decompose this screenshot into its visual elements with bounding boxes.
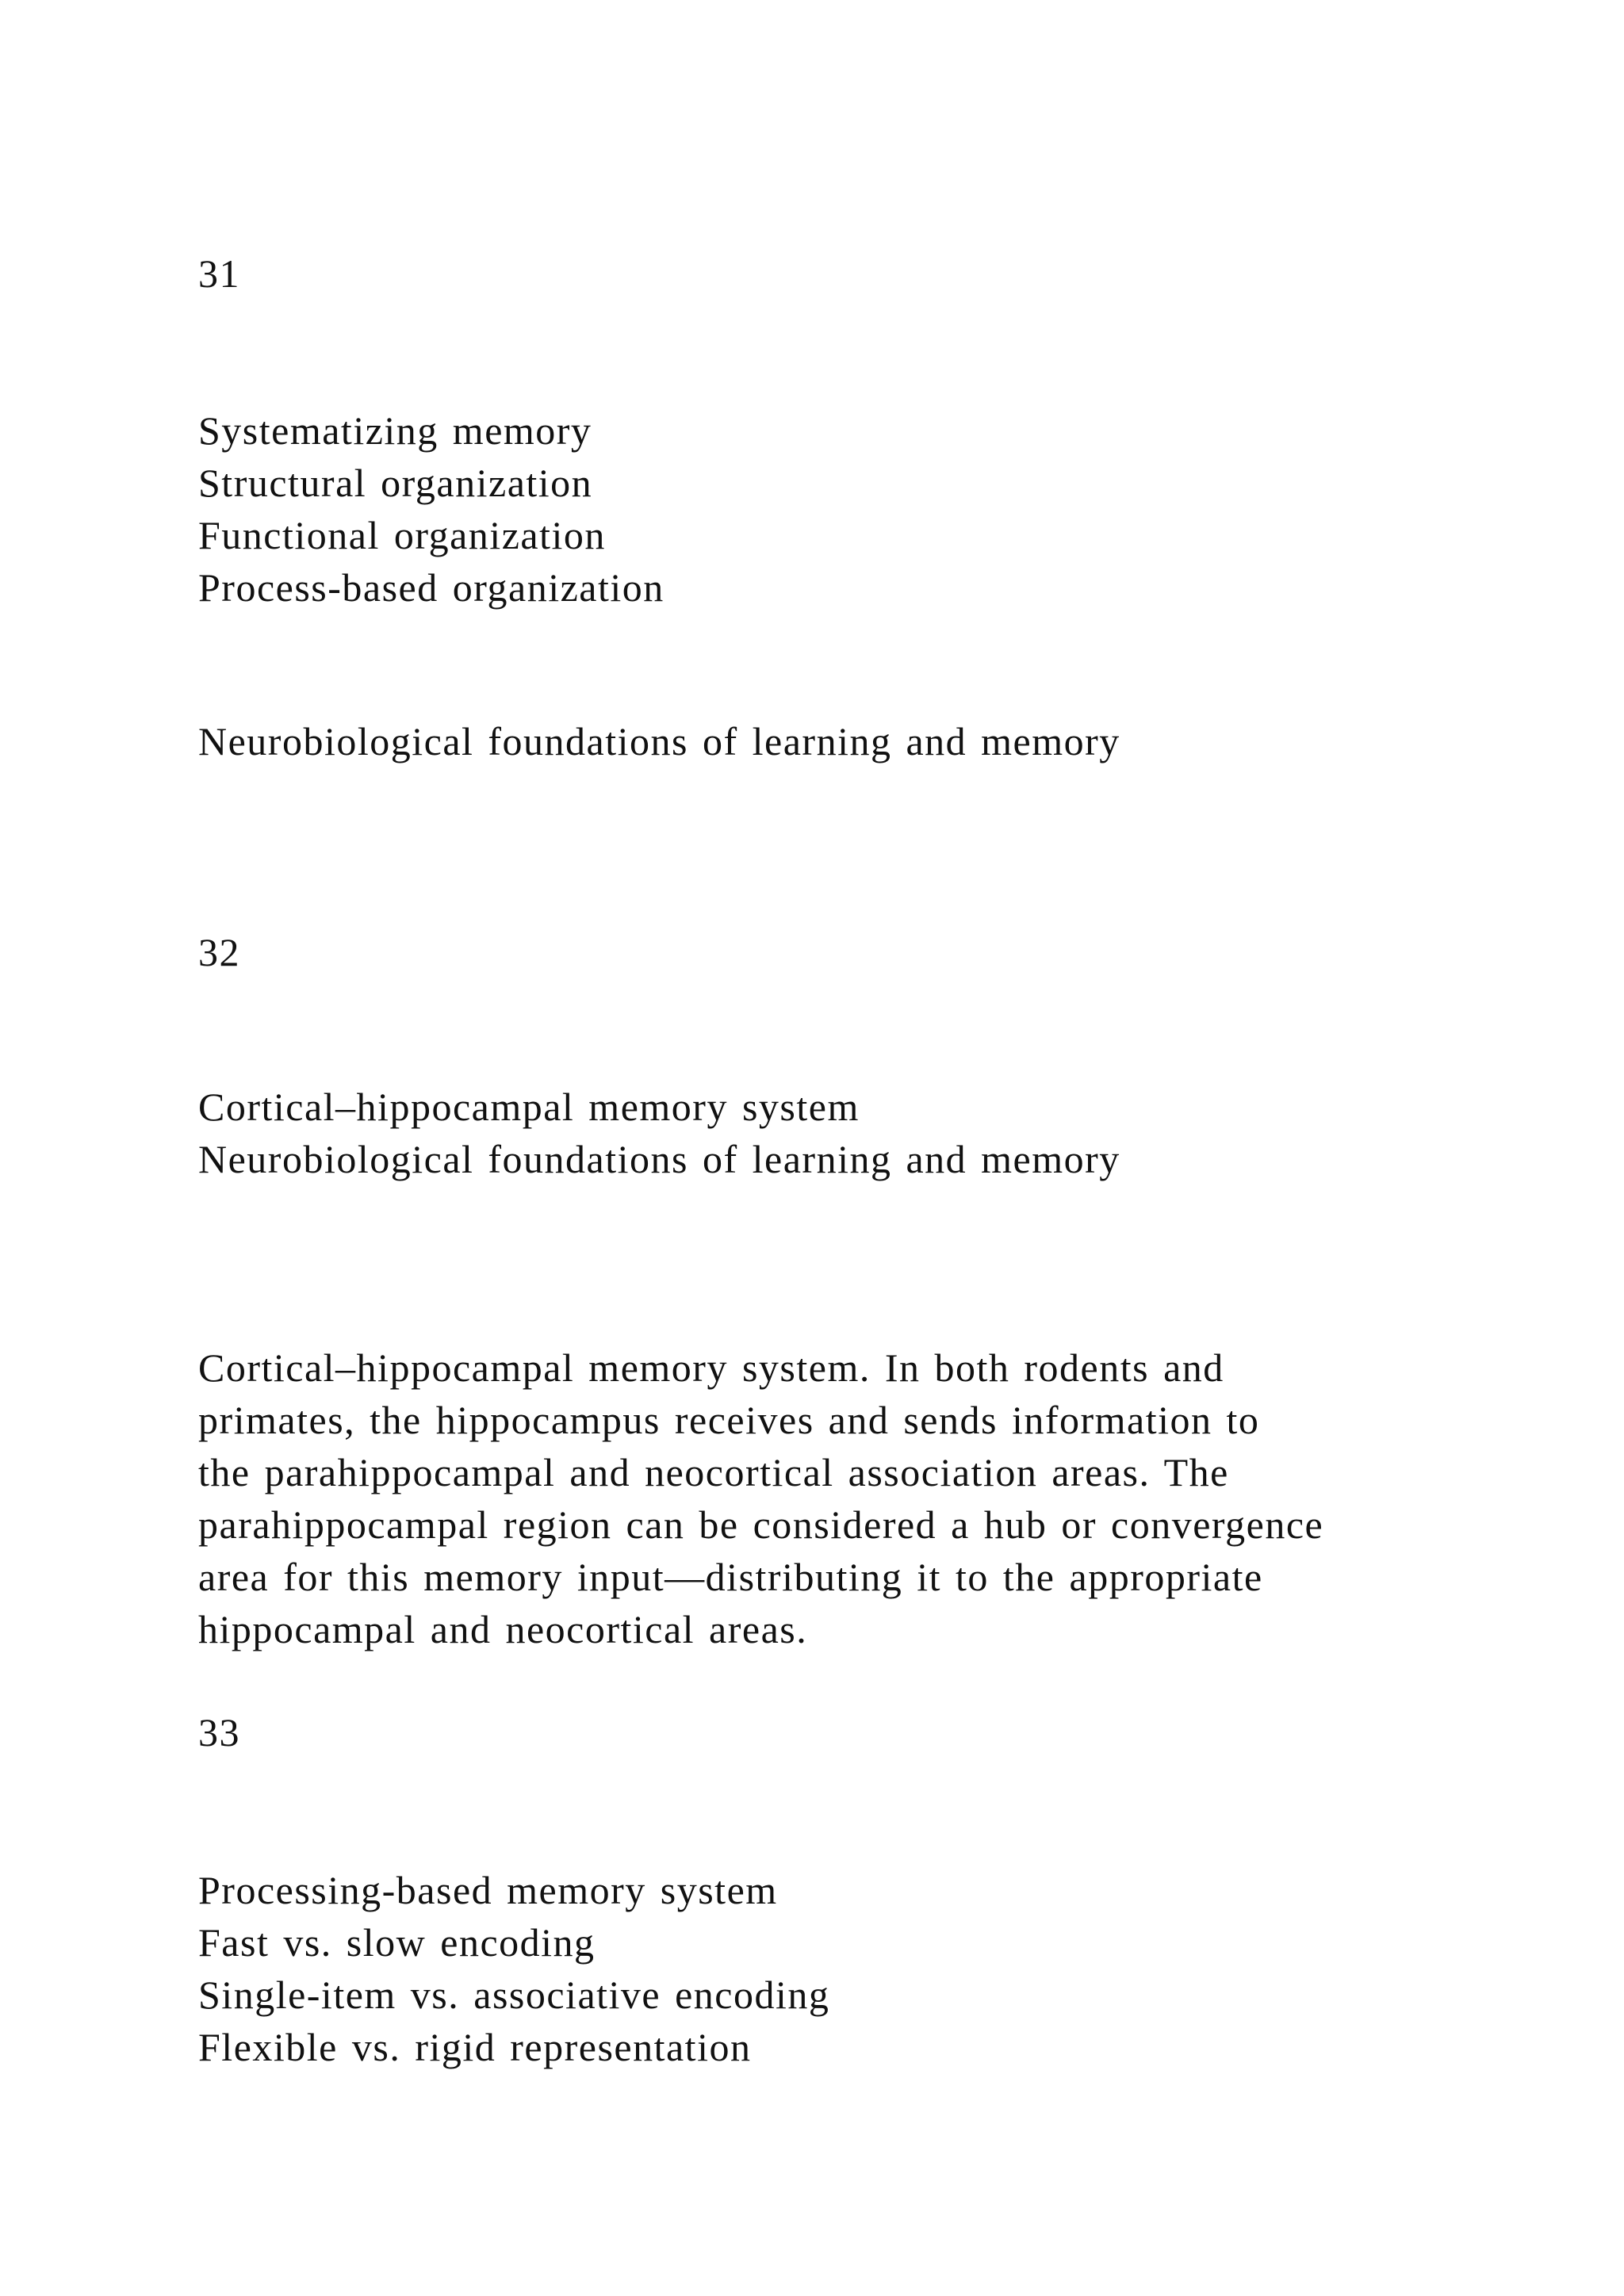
section-32-heading <box>198 1081 1120 1185</box>
slide-number-33 <box>198 1706 240 1758</box>
list-item: Functional organization <box>198 513 606 557</box>
section-31-footer <box>198 715 1120 767</box>
list-item: Fast vs. slow encoding <box>198 1920 596 1965</box>
section-33-list <box>198 1864 829 2073</box>
slide-number-32 <box>198 926 240 978</box>
list-item: Structural organization <box>198 461 593 505</box>
footer-text: Neurobiological foundations of learning and memory <box>198 719 1120 763</box>
slide-number: 32 <box>198 930 240 974</box>
section-32-paragraph <box>198 1341 1323 1655</box>
slide-number: 33 <box>198 1710 240 1755</box>
list-item: Systematizing memory <box>198 408 592 453</box>
paragraph-line: area for this memory input—distributing it to the appropriate <box>198 1555 1263 1599</box>
section-31-list <box>198 404 665 614</box>
list-item: Process-based organization <box>198 565 665 610</box>
heading-line: Cortical–hippocampal memory system <box>198 1085 860 1129</box>
paragraph-line: the parahippocampal and neocortical association areas. The <box>198 1450 1229 1494</box>
paragraph-line: Cortical–hippocampal memory system. In both rodents and <box>198 1345 1224 1390</box>
list-item: Single-item vs. associative encoding <box>198 1973 830 2017</box>
slide-number-31 <box>198 247 240 300</box>
paragraph-line: hippocampal and neocortical areas. <box>198 1607 808 1651</box>
slide-number: 31 <box>198 251 240 296</box>
paragraph-line: parahippocampal region can be considered a hub or convergence <box>198 1502 1324 1547</box>
list-item: Processing-based memory system <box>198 1868 778 1912</box>
paragraph-line: primates, the hippocampus receives and sends information to <box>198 1398 1260 1442</box>
list-item: Flexible vs. rigid representation <box>198 2025 752 2069</box>
heading-line: Neurobiological foundations of learning and memory <box>198 1137 1120 1181</box>
